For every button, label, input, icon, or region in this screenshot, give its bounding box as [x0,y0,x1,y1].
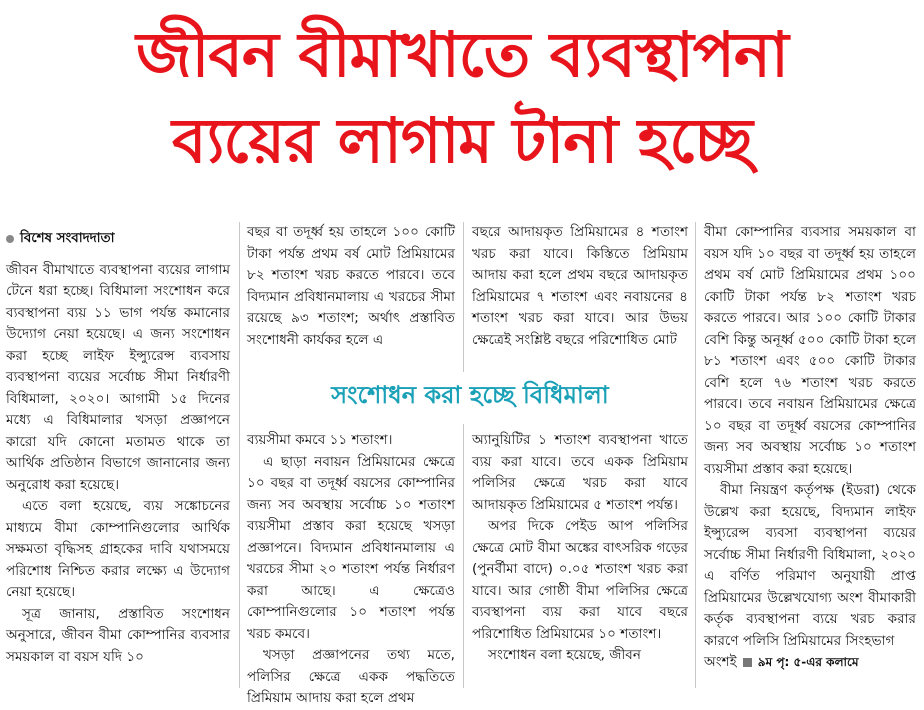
bullet-icon [6,235,14,243]
column-divider [239,222,240,688]
paragraph: সংশোধন বলা হয়েছে, জীবন [488,647,641,663]
paragraph: বছর বা তদূর্ধ্ব হয় তাহলে ১০০ কোটি টাকা পর্যন্ত প্রথম বর্ষ মোট প্রিমিয়ামের ৮২ শতাংশ খরচ করতে পারবে। তবে বিদ্যমান প্রবিধানমালায় এ খরচের সীমা রয়েছে ৯৩ শতাংশ; অর্থাৎ প্রস্তাবিত সংশোধনী কার্যকর হলে এ [247,224,455,348]
article-column-3-bottom [472,430,688,692]
column-divider [463,222,464,372]
headline [0,0,924,196]
article-column-3-top [472,222,688,372]
paragraph: জীবন বীমাখাতে ব্যবস্থাপনা ব্যয়ের লাগাম টেনে ধরা হচ্ছে। বিধিমালা সংশোধন করে ব্যবস্থাপনা ব্যয় ১১ ভাগ পর্যন্ত কমানোর উদ্যোগ নেয়া হয়েছে। এ জন্য সংশোধন করা হচ্ছে লাইফ ইন্স্যুরেন্স ব্যবসায় ব্যবস্থাপনা ব্যয়ের সর্বোচ্চ সীমা নির্ধারণী বিধিমালা, ২০২০। আগামী ১৫ দিনের মধ্যে এ বিধিমালার খসড়া প্রজ্ঞাপনে কারো যদি কোনো মতামত থাকে তা আর্থিক প্রতিষ্ঠান বিভাগে জানানোর জন্য অনুরোধ করা হয়েছে। [6,261,230,493]
headline-line-2: ব্যয়ের লাগাম টানা হচ্ছে [172,104,752,177]
article-column-1 [6,228,230,694]
column-divider [463,424,464,688]
continuation-line [704,652,916,674]
article-column-2-top [247,222,455,372]
article-column-2-bottom [247,430,455,706]
paragraph: ব্যয়সীমা কমবে ১১ শতাংশ। [247,432,393,448]
paragraph: বীমা নিয়ন্ত্রণ কর্তৃপক্ষ (ইডরা) থেকে উল্লেখ করা হয়েছে, বিদ্যমান লাইফ ইন্স্যুরেন্স ব্যবসা ব্যবস্থাপনা ব্যয়ের সর্বোচ্চ সীমা নির্ধারণী বিধিমালা, ২০২০ এ বর্ণিত পরিমাণ অনুযায়ী প্রাপ্ত প্রিমিয়ামের উল্লেখযোগ্য অংশ বীমাকারী কর্তৃক ব্যবস্থাপনা ব্যয়ে খরচ করার কারণে পলিসি প্রিমিয়ামের সিংহভাগ [704,482,916,649]
paragraph: এ ছাড়া নবায়ন প্রিমিয়ামের ক্ষেত্রে ১০ বছর বা তদূর্ধ্ব বয়সের কোম্পানির জন্য সব অবস্থায় সর্বোচ্চ ১০ শতাংশ ব্যয়সীমা প্রস্তাব করা হয়েছে খসড়া প্রজ্ঞাপনে। বিদ্যমান প্রবিধানমালায় এ খরচের সীমা ২০ শতাংশ পর্যন্ত নির্ধারণ করা আছে। এ ক্ষেত্রেও কোম্পানিগুলোর ১০ শতাংশ পর্যন্ত খরচ কমবে। [247,453,455,642]
paragraph: বীমা কোম্পানির ব্যবসার সময়কাল বা বয়স যদি ১০ বছর বা তদূর্ধ্ব হয় তাহলে প্রথম বর্ষ মোট প্রিমিয়ামের প্রথম ১০০ কোটি টাকা পর্যন্ত ৮২ শতাংশ খরচ করতে পারবে। আর ১০০ কোটি টাকার বেশি কিন্তু অনূর্ধ্ব ৫০০ কোটি টাকা হলে ৮১ শতাংশ এবং ৫০০ কোটি টাকার বেশি হলে ৭৬ শতাংশ খরচ করতে পারবে। তবে নবায়ন প্রিমিয়ামের ক্ষেত্রে ১০ বছর বা তদূর্ধ্ব বয়সের কোম্পানির জন্য সব অবস্থায় সর্বোচ্চ ১০ শতাংশ ব্যয়সীমা প্রস্তাব করা হয়েছে। [704,224,916,477]
paragraph-end: অংশই [704,654,737,670]
byline [6,228,230,250]
paragraph: বছরে আদায়কৃত প্রিমিয়ামের ৪ শতাংশ খরচ করা যাবে। কিস্তিতে প্রিমিয়াম আদায় করা হলে প্রথম বছরে আদায়কৃত প্রিমিয়ামের ৭ শতাংশ এবং নবায়নের ৪ শতাংশ খরচ করা যাবে। আর উভয় ক্ষেত্রেই সংশ্লিষ্ট বছরে পরিশোধিত মোট [472,224,688,348]
headline-line-1: জীবন বীমাখাতে ব্যবস্থাপনা [136,18,788,91]
paragraph: অপর দিকে পেইড আপ পলিসির ক্ষেত্রে মোট বীমা অঙ্কের বাৎসরিক গড়ের (পুনর্বীমা বাদে) ০.০৫ শতাংশ খরচ করা যাবে। আর গোষ্ঠী বীমা পলিসির ক্ষেত্রে ব্যবস্থাপনা ব্যয় করা যাবে বছরে পরিশোধিত প্রিমিয়ামের ১০ শতাংশ। [472,518,688,642]
column-divider [695,222,696,688]
byline-text: বিশেষ সংবাদদাতা [20,231,115,246]
article-column-4 [704,222,916,694]
continuation-reference: ৯ম পৃ: ৫-এর কলামে [757,655,859,669]
subheadline: সংশোধন করা হচ্ছে বিধিমালা [331,381,609,409]
paragraph: অ্যানুয়িটির ১ শতাংশ ব্যবস্থাপনা খাতে ব্যয় করা যাবে। তবে একক প্রিমিয়াম পলিসির ক্ষেত্রে খরচ করা যাবে আদায়কৃত প্রিমিয়ামের ৫ শতাংশ পর্যন্ত। [472,432,688,513]
paragraph: সূত্র জানায়, প্রস্তাবিত সংশোধন অনুসারে, জীবন বীমা কোম্পানির ব্যবসার সময়কাল বা বয়স যদি ১০ [6,605,230,665]
paragraph: এতে বলা হয়েছে, ব্যয় সঙ্কোচনের মাধ্যমে বীমা কোম্পানিগুলোর আর্থিক সক্ষমতা বৃদ্ধিসহ গ্রাহকের দাবি যথাসময়ে পরিশোধ নিশ্চিত করার লক্ষ্যে এ উদ্যোগ নেয়া হয়েছে। [6,498,230,600]
paragraph: খসড়া প্রজ্ঞাপনের তথ্য মতে, পলিসির ক্ষেত্রে একক পদ্ধতিতে প্রিমিয়াম আদায় করা হলে প্রথম [247,647,455,706]
square-bullet-icon [743,658,752,667]
